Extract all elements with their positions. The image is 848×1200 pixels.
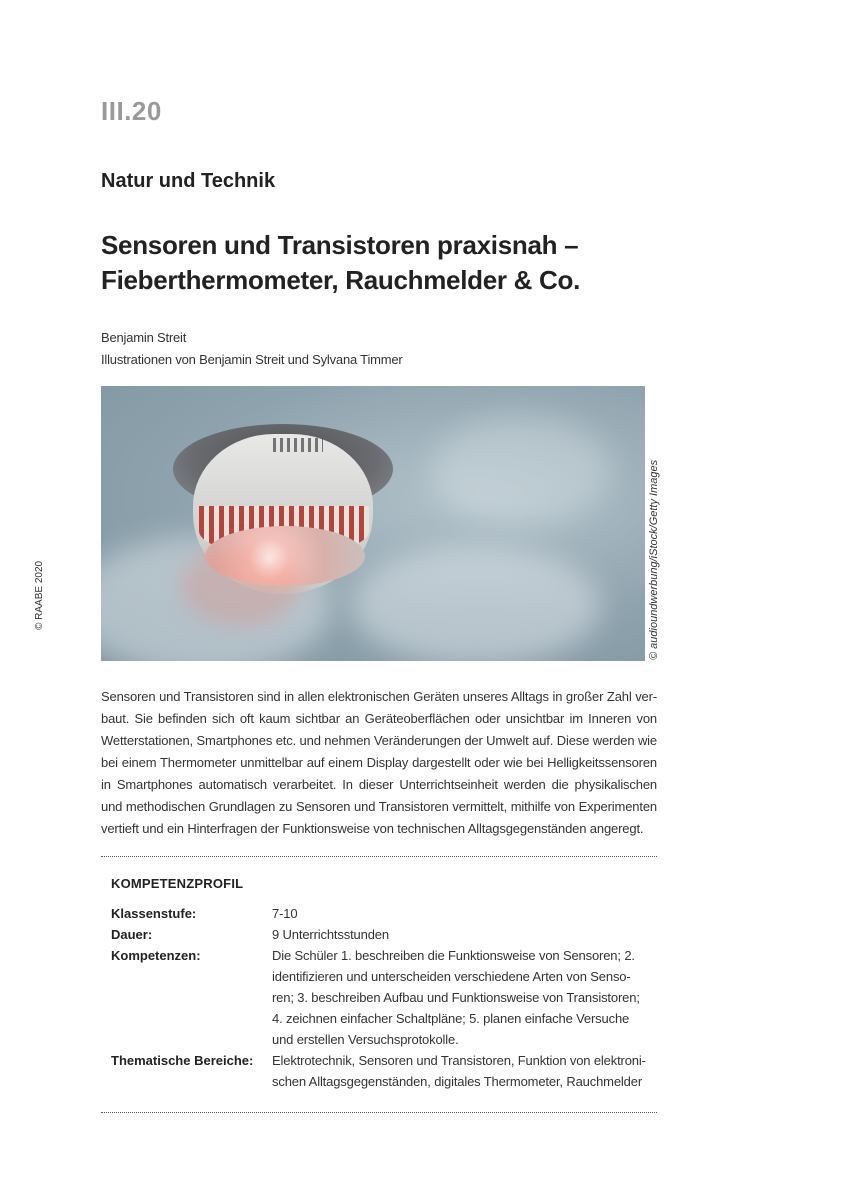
page-title (101, 228, 580, 298)
title-line: Fieberthermometer, Rauchmelder & Co. (101, 265, 580, 295)
profile-row-grade (111, 903, 651, 924)
profile-row-competences (111, 945, 651, 1050)
row-value-line: Elektrotechnik, Sensoren und Transistoren, Funktion von elektroni- (272, 1053, 646, 1068)
profile-row-duration (111, 924, 651, 945)
paragraph-line: Wetterstationen, Smartphones etc. und nehmen Veränderungen der Umwelt auf. Diese werden wie (101, 733, 657, 748)
paragraph-line: Sensoren und Transistoren sind in allen elektronischen Geräten unseres Alltags in großer Zahl ver- (101, 689, 657, 704)
subject-heading: Natur und Technik (101, 170, 276, 192)
dotted-divider (101, 1112, 657, 1113)
paragraph-line: baut. Sie befinden sich oft kaum sichtbar an Geräteoberflächen oder unsichtbar im Inneren von (101, 711, 657, 726)
row-value-line: identifizieren und unterscheiden verschiedene Arten von Senso- (272, 969, 631, 984)
unit-number: III.20 (101, 96, 162, 126)
author: Benjamin Streit (101, 330, 187, 345)
dotted-divider (101, 856, 657, 857)
row-value-line: Die Schüler 1. beschreiben die Funktionsweise von Sensoren; 2. (272, 948, 635, 963)
intro-paragraph (101, 686, 657, 840)
paragraph-line: in Smartphones automatisch verarbeitet. In dieser Unterrichtseinheit werden die physikalischen (101, 777, 657, 792)
smoke-detector-photo (101, 386, 645, 661)
profile-heading: KOMPETENZPROFIL (111, 876, 244, 891)
row-value: 9 Unterrichtsstunden (272, 927, 389, 942)
row-label: Thematische Bereiche: (111, 1053, 254, 1068)
row-label: Dauer: (111, 927, 153, 942)
row-label: Kompetenzen: (111, 948, 201, 963)
profile-row-topics (111, 1050, 651, 1092)
photo-credit: © audioundwerbung/iStock/Getty Images (648, 459, 660, 660)
paragraph-line: vertieft und ein Hinterfragen der Funktionsweise von technischen Alltagsgegenständen angeregt. (101, 821, 644, 836)
row-value-line: schen Alltagsgegenständen, digitales Thermometer, Rauchmelder (272, 1074, 643, 1089)
row-value: 7-10 (272, 906, 298, 921)
illustrators: Illustrationen von Benjamin Streit und Sylvana Timmer (101, 352, 403, 367)
paragraph-line: bei einem Thermometer unmittelbar auf einem Display dargestellt oder wie bei Helligkeitssensoren (101, 755, 657, 770)
competence-profile (111, 876, 651, 1092)
copyright-notice: © RAABE 2020 (34, 560, 45, 630)
row-label: Klassenstufe: (111, 906, 197, 921)
paragraph-line: und methodischen Grundlagen zu Sensoren und Transistoren vermittelt, mithilfe von Experimenten (101, 799, 657, 814)
row-value-line: ren; 3. beschreiben Aufbau und Funktionsweise von Transistoren; (272, 990, 640, 1005)
row-value-line: und erstellen Versuchsprotokolle. (272, 1032, 459, 1047)
title-line: Sensoren und Transistoren praxisnah – (101, 230, 579, 260)
row-value-line: 4. zeichnen einfacher Schaltpläne; 5. planen einfache Versuche (272, 1011, 630, 1026)
